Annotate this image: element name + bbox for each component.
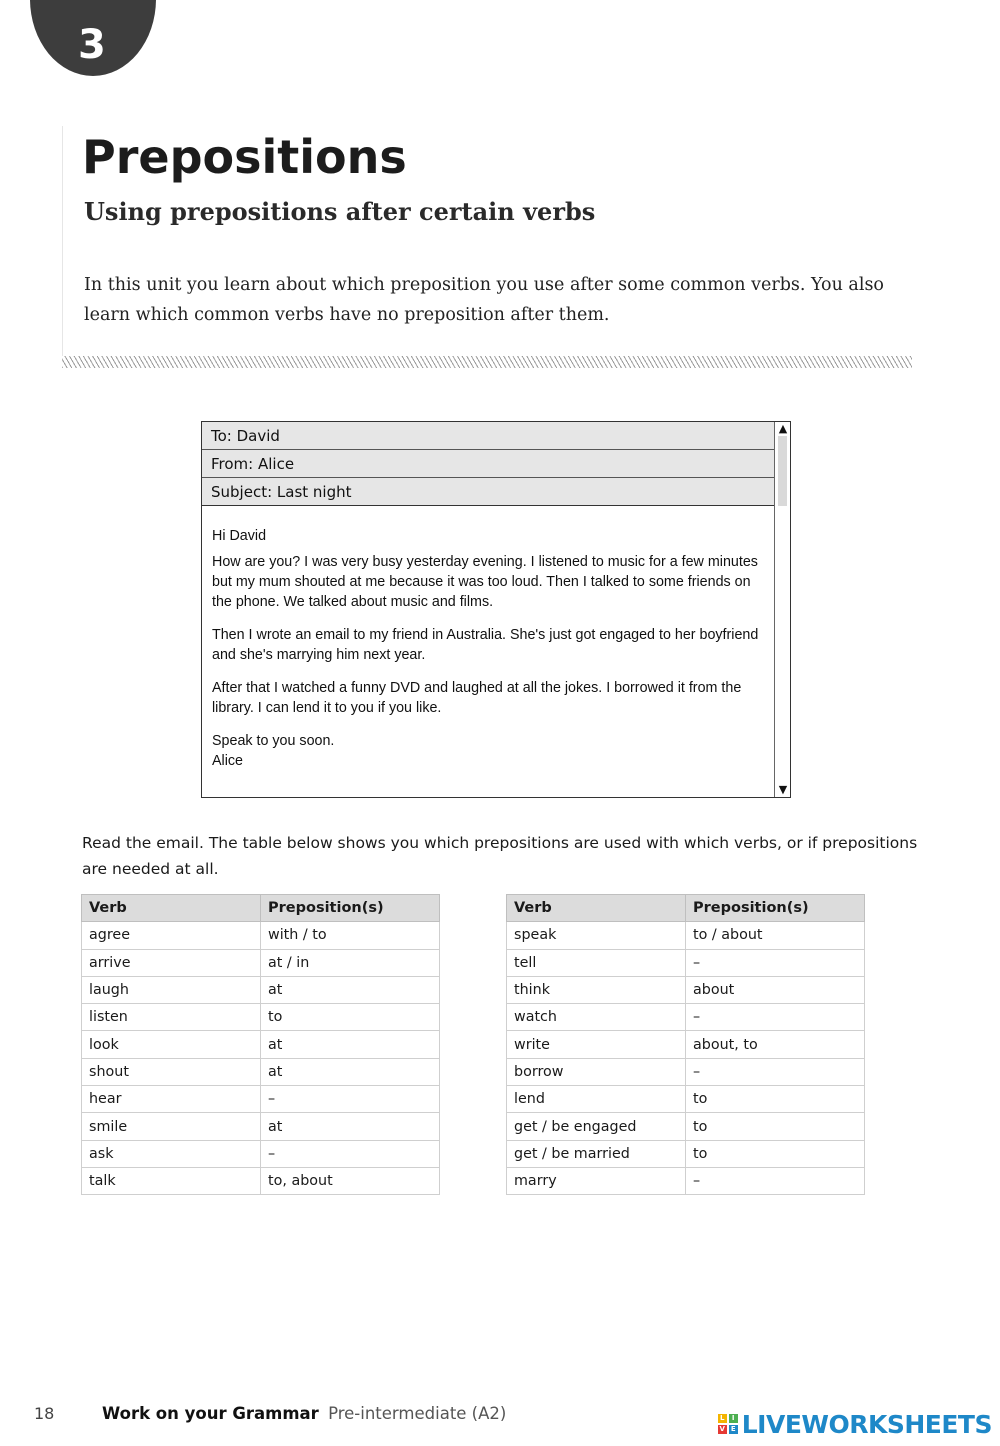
section-divider: [62, 356, 912, 368]
table-row: [82, 1086, 440, 1113]
verb-cell: borrow: [507, 1058, 686, 1085]
table-row: [507, 976, 865, 1003]
page-subtitle: Using prepositions after certain verbs: [84, 197, 596, 226]
verb-cell: hear: [82, 1086, 261, 1113]
verb-cell: get / be engaged: [507, 1113, 686, 1140]
unit-number: 3: [78, 22, 106, 68]
preposition-cell: to / about: [686, 922, 865, 949]
preposition-cell: at: [261, 1031, 440, 1058]
preposition-cell: to, about: [261, 1167, 440, 1194]
preposition-cell: –: [261, 1140, 440, 1167]
table-row: [507, 1086, 865, 1113]
email-to-field: To: David: [202, 422, 776, 450]
column-header-verb: Verb: [82, 895, 261, 922]
instructions-text: Read the email. The table below shows you which prepositions are used with which verbs, or if prepositions are needed at all.: [82, 834, 918, 878]
scroll-down-arrow-icon[interactable]: ▼: [778, 783, 788, 796]
preposition-cell: to: [686, 1140, 865, 1167]
verb-cell: tell: [507, 949, 686, 976]
book-title: Work on your Grammar: [102, 1404, 319, 1423]
email-subject-field: Subject: Last night: [202, 478, 776, 506]
verb-cell: marry: [507, 1167, 686, 1194]
verb-cell: watch: [507, 1004, 686, 1031]
preposition-cell: at: [261, 1113, 440, 1140]
table-row: [82, 1140, 440, 1167]
preposition-cell: at / in: [261, 949, 440, 976]
preposition-cell: to: [261, 1004, 440, 1031]
preposition-cell: about: [686, 976, 865, 1003]
verb-cell: look: [82, 1031, 261, 1058]
table-row: [82, 1167, 440, 1194]
column-header-prepositions: Preposition(s): [686, 895, 865, 922]
table-row: [82, 1058, 440, 1085]
preposition-cell: –: [686, 1167, 865, 1194]
table-row: [82, 922, 440, 949]
preposition-cell: about, to: [686, 1031, 865, 1058]
table-row: [507, 922, 865, 949]
preposition-cell: at: [261, 976, 440, 1003]
verb-cell: talk: [82, 1167, 261, 1194]
page-number: 18: [34, 1404, 55, 1423]
email-body: [212, 526, 772, 771]
intro-text: In this unit you learn about which preposition you use after some common verbs. You also learn which common verbs have no preposition after them.: [84, 275, 884, 325]
email-scrollbar[interactable]: [774, 422, 790, 797]
verb-cell: speak: [507, 922, 686, 949]
email-closing: Speak to you soon.: [212, 733, 335, 749]
table-row: [82, 1004, 440, 1031]
email-greeting: Hi David: [212, 528, 267, 544]
liveworksheets-logo-icon: L I V E: [718, 1414, 738, 1434]
table-row: [82, 976, 440, 1003]
table-row: [507, 1113, 865, 1140]
verb-cell: smile: [82, 1113, 261, 1140]
email-paragraph: Then I wrote an email to my friend in Australia. She's just got engaged to her boyfriend and she's marrying him next year.: [212, 627, 759, 663]
scroll-up-arrow-icon[interactable]: ▲: [778, 422, 788, 435]
table-row: [507, 1167, 865, 1194]
email-signature: Alice: [212, 753, 243, 769]
table-row: [507, 1004, 865, 1031]
table-row: [507, 1058, 865, 1085]
preposition-cell: to: [686, 1113, 865, 1140]
table-row: [82, 1113, 440, 1140]
table-row: [507, 1140, 865, 1167]
column-header-verb: Verb: [507, 895, 686, 922]
preposition-cell: –: [686, 1058, 865, 1085]
verb-cell: write: [507, 1031, 686, 1058]
table-row: [82, 949, 440, 976]
book-level: Pre-intermediate (A2): [328, 1404, 507, 1423]
verb-table-left: [81, 894, 440, 1195]
email-paragraph: How are you? I was very busy yesterday evening. I listened to music for a few minutes but my mum shouted at me because it was too loud. Then I talked to some friends on the phone. We talked about music and films.: [212, 554, 758, 610]
verb-table-right: [506, 894, 865, 1195]
email-paragraph: After that I watched a funny DVD and laughed at all the jokes. I borrowed it from the library. I can lend it to you if you like.: [212, 680, 742, 716]
email-from-field: From: Alice: [202, 450, 776, 478]
verb-cell: listen: [82, 1004, 261, 1031]
verb-cell: think: [507, 976, 686, 1003]
verb-cell: shout: [82, 1058, 261, 1085]
liveworksheets-watermark[interactable]: [718, 1408, 992, 1440]
verb-cell: get / be married: [507, 1140, 686, 1167]
book-footer: [102, 1402, 506, 1426]
table-row: [507, 1031, 865, 1058]
table-header-row: [82, 895, 440, 922]
verb-cell: lend: [507, 1086, 686, 1113]
table-row: [507, 949, 865, 976]
table-header-row: [507, 895, 865, 922]
preposition-cell: –: [686, 949, 865, 976]
table-row: [82, 1031, 440, 1058]
verb-cell: agree: [82, 922, 261, 949]
preposition-cell: with / to: [261, 922, 440, 949]
verb-cell: laugh: [82, 976, 261, 1003]
watermark-text: LIVEWORKSHEETS: [741, 1409, 992, 1439]
preposition-cell: to: [686, 1086, 865, 1113]
preposition-cell: –: [686, 1004, 865, 1031]
email-window: [201, 421, 791, 798]
column-header-prepositions: Preposition(s): [261, 895, 440, 922]
preposition-cell: –: [261, 1086, 440, 1113]
page-title: Prepositions: [82, 130, 407, 184]
preposition-cell: at: [261, 1058, 440, 1085]
header-divider: [62, 126, 63, 358]
verb-cell: arrive: [82, 949, 261, 976]
scroll-thumb[interactable]: [778, 436, 787, 506]
verb-cell: ask: [82, 1140, 261, 1167]
